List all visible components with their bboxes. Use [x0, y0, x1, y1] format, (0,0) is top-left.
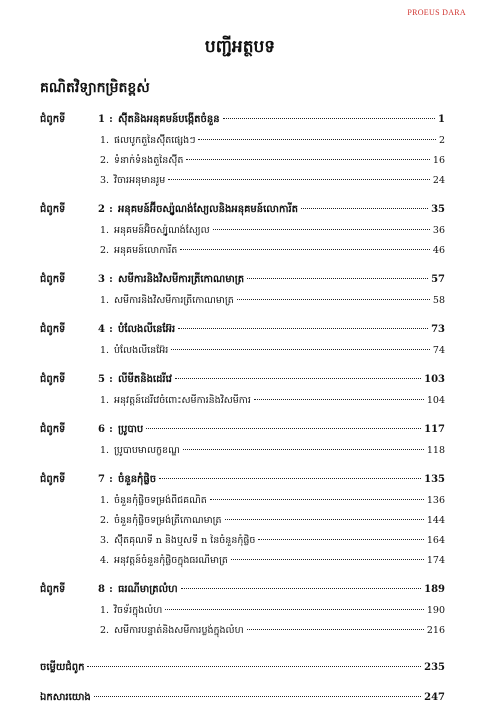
page-number: 58 — [432, 295, 445, 306]
toc-subsection-entry[interactable] — [40, 134, 445, 154]
chapter-title: ប្រូបាប — [118, 424, 144, 435]
page-number: 247 — [424, 692, 445, 703]
page-number: 117 — [424, 424, 445, 435]
toc-subsection-entry[interactable] — [40, 294, 445, 314]
toc-chapter-entry[interactable] — [40, 322, 445, 344]
page-number: 189 — [424, 584, 445, 595]
dot-leader — [231, 559, 424, 560]
chapter-title: ស៊ុីតនិងអនុគមន៍បង្កើតចំនួន — [118, 114, 220, 125]
toc-subsection-entry[interactable] — [40, 624, 445, 644]
chapter-separator: : — [109, 424, 113, 435]
subsection-title: ស៊ុីតគុណទី n និងឬសទី n នៃចំនួនកុំផ្លិច — [114, 535, 256, 546]
dot-leader — [225, 519, 424, 520]
page-number: 118 — [426, 445, 445, 456]
dot-leader — [254, 399, 424, 400]
page-number: 190 — [426, 605, 445, 616]
subsection-number: 1. — [100, 495, 110, 506]
entry-gap — [40, 414, 445, 422]
chapter-number: 4 — [98, 324, 105, 335]
subsection-number: 1. — [100, 395, 110, 406]
chapter-separator: : — [109, 114, 113, 125]
toc-subsection-entry[interactable] — [40, 244, 445, 264]
subsection-number: 1. — [100, 225, 110, 236]
chapter-title: សមីការនិងវិសមីការត្រីកោណមាត្រ — [118, 274, 245, 285]
dot-leader — [181, 588, 422, 589]
page-number: 2 — [438, 135, 445, 146]
entry-gap — [40, 574, 445, 582]
chapter-number: 5 — [98, 374, 105, 385]
page-header-mark: PROEUS DARA — [407, 8, 466, 17]
toc-subsection-entry[interactable] — [40, 174, 445, 194]
chapter-number: 3 — [98, 274, 105, 285]
toc-chapter-entry[interactable] — [40, 202, 445, 224]
subsection-number: 4. — [100, 555, 110, 566]
chapter-separator: : — [109, 204, 113, 215]
dot-leader — [178, 328, 428, 329]
dot-leader — [247, 278, 428, 279]
page-number: 103 — [424, 374, 445, 385]
subsection-title: វិចារអនុមានរូម — [114, 175, 166, 186]
toc-subsection-entry[interactable] — [40, 444, 445, 464]
chapter-label: ជំពូកទី — [40, 584, 66, 595]
subsection-title: ផលបូកតួនៃស៊ុីតផ្សេងៗ — [114, 135, 196, 146]
toc-chapter-entry[interactable] — [40, 272, 445, 294]
subsection-number: 3. — [100, 535, 110, 546]
entry-gap — [40, 264, 445, 272]
page-number: 73 — [431, 324, 445, 335]
chapter-number: 1 — [98, 114, 105, 125]
toc-tail-entry[interactable] — [40, 690, 445, 712]
dot-leader — [210, 499, 424, 500]
subsection-number: 1. — [100, 345, 110, 356]
toc-subsection-entry[interactable] — [40, 154, 445, 174]
subsection-number: 1. — [100, 605, 110, 616]
dot-leader — [146, 428, 421, 429]
toc-subsection-entry[interactable] — [40, 394, 445, 414]
toc-subsection-entry[interactable] — [40, 604, 445, 624]
chapter-title: បំលែងលីនេអ៊ែរ — [118, 324, 176, 335]
chapter-label: ជំពូកទី — [40, 204, 66, 215]
toc-subsection-entry[interactable] — [40, 534, 445, 554]
page-number: 174 — [426, 555, 445, 566]
subsection-number: 1. — [100, 135, 110, 146]
dot-leader — [94, 696, 421, 697]
page-number: 36 — [432, 225, 445, 236]
subsection-title: អនុគមន៍លោការីត — [114, 245, 178, 256]
entry-gap — [40, 464, 445, 472]
toc-subsection-entry[interactable] — [40, 494, 445, 514]
dot-leader — [180, 249, 430, 250]
chapter-number: 8 — [98, 584, 105, 595]
dot-leader — [186, 159, 430, 160]
dot-leader — [237, 299, 430, 300]
toc-chapter-entry[interactable] — [40, 372, 445, 394]
entry-gap — [40, 644, 445, 652]
entry-gap — [40, 194, 445, 202]
subsection-title: អនុវត្តន៍ចំនួនកុំផ្លិចក្នុងធរណីមាត្រ — [114, 555, 228, 566]
subsection-title: ចំនួនកុំផ្លិចទម្រង់ត្រីកោណមាត្រ — [114, 515, 222, 526]
page-number: 135 — [424, 474, 445, 485]
subsection-number: 2. — [100, 515, 110, 526]
chapter-number: 6 — [98, 424, 105, 435]
chapter-separator: : — [109, 274, 113, 285]
chapter-title: ធរណីមាត្រលំហ — [118, 584, 178, 595]
toc-chapter-entry[interactable] — [40, 472, 445, 494]
dot-leader — [175, 378, 421, 379]
dot-leader — [213, 229, 430, 230]
entry-gap — [40, 364, 445, 372]
page-number: 216 — [426, 625, 445, 636]
subsection-number: 2. — [100, 245, 110, 256]
toc-chapter-entry[interactable] — [40, 582, 445, 604]
page-number: 16 — [432, 155, 445, 166]
chapter-number: 2 — [98, 204, 105, 215]
page-number: 24 — [432, 175, 445, 186]
page-number: 164 — [426, 535, 445, 546]
subsection-title: សមីការនិងវិសមីការត្រីកោណមាត្រ — [114, 295, 234, 306]
toc-title: បញ្ជីអត្ថបទ — [204, 37, 276, 57]
toc-subsection-entry[interactable] — [40, 554, 445, 574]
dot-leader — [171, 349, 430, 350]
subsection-title: វិចទ័រក្នុងលំហ — [114, 605, 163, 616]
page-number: 144 — [426, 515, 445, 526]
section-heading: គណិតវិទ្យាកម្រិតខ្ពស់ — [40, 80, 150, 96]
chapter-label: ជំពូកទី — [40, 324, 66, 335]
subsection-title: ប្រូបាបមាលក្ខខណ្ឌ — [114, 445, 180, 456]
subsection-title: សមីការបន្ទាត់និងសមីការប្លង់ក្នុងលំហ — [114, 625, 244, 636]
subsection-number: 1. — [100, 295, 110, 306]
chapter-separator: : — [109, 474, 113, 485]
page-number: 74 — [432, 345, 445, 356]
dot-leader — [247, 629, 424, 630]
dot-leader — [223, 118, 435, 119]
chapter-label: ជំពូកទី — [40, 274, 66, 285]
subsection-number: 3. — [100, 175, 110, 186]
subsection-title: ទំនាក់ទំនងតួនៃស៊ុីត — [114, 155, 184, 166]
dot-leader — [258, 539, 423, 540]
subsection-title: ចំនួនកុំផ្លិចទម្រង់ពីជគណិត — [114, 495, 207, 506]
dot-leader — [183, 449, 424, 450]
page-number: 46 — [432, 245, 445, 256]
toc-chapter-entry[interactable] — [40, 112, 445, 134]
toc-subsection-entry[interactable] — [40, 344, 445, 364]
page-number: 235 — [424, 662, 445, 673]
chapter-label: ជំពូកទី — [40, 474, 66, 485]
subsection-number: 1. — [100, 445, 110, 456]
page-number: 57 — [431, 274, 445, 285]
chapter-title: ចំនួនកុំផ្លិច — [118, 474, 157, 485]
page-number: 35 — [431, 204, 445, 215]
dot-leader — [301, 208, 428, 209]
dot-leader — [165, 609, 424, 610]
chapter-separator: : — [109, 584, 113, 595]
chapter-number: 7 — [98, 474, 105, 485]
chapter-label: ជំពូកទី — [40, 374, 66, 385]
subsection-title: បំលែងលីនេអ៊ែរ — [114, 345, 169, 356]
toc-subsection-entry[interactable] — [40, 514, 445, 534]
toc-subsection-entry[interactable] — [40, 224, 445, 244]
page-number: 1 — [438, 114, 445, 125]
entry-gap — [40, 314, 445, 322]
chapter-title: អនុគមន៍អ៊ីចស្ប៉ូណង់ស្យែលនិងអនុគមន៍លោការីត — [118, 204, 299, 215]
subsection-number: 2. — [100, 625, 110, 636]
dot-leader — [87, 666, 421, 667]
subsection-title: អនុគមន៍អ៊ិចស្ប៉ូណង់ស្យែល — [114, 225, 210, 236]
subsection-number: 2. — [100, 155, 110, 166]
page-number: 104 — [426, 395, 445, 406]
subsection-title: អនុវត្តន៍ដេរីវេចំពោះសមីការនិងវិសមីការ — [114, 395, 251, 406]
dot-leader — [159, 478, 421, 479]
chapter-separator: : — [109, 324, 113, 335]
toc-tail-entry[interactable] — [40, 660, 445, 682]
chapter-label: ជំពូកទី — [40, 114, 66, 125]
chapter-separator: : — [109, 374, 113, 385]
tail-title: ចម្លើយជំពូក — [40, 662, 85, 673]
tail-title: ឯកសារយោង — [40, 692, 91, 703]
chapter-title: លីមីតនិងដេរីវេ — [118, 374, 172, 385]
dot-leader — [198, 139, 435, 140]
table-of-contents — [40, 112, 445, 712]
page-number: 136 — [426, 495, 445, 506]
dot-leader — [168, 179, 430, 180]
toc-chapter-entry[interactable] — [40, 422, 445, 444]
chapter-label: ជំពូកទី — [40, 424, 66, 435]
